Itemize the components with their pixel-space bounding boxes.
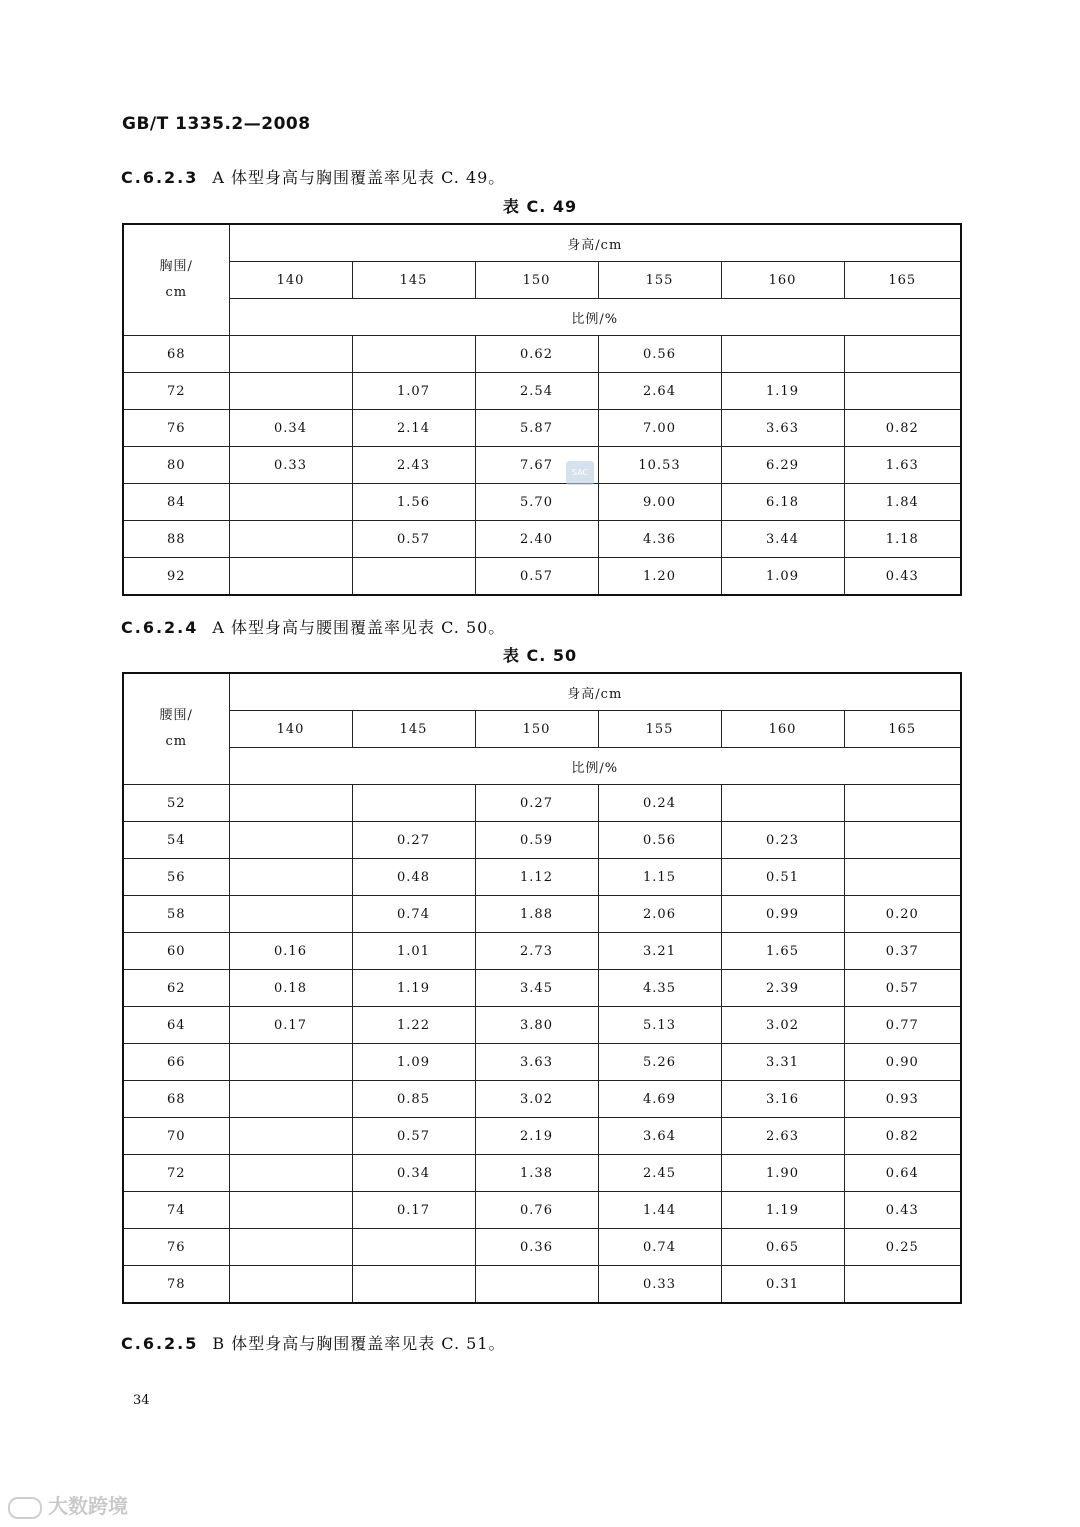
- table-cell: [229, 1044, 352, 1081]
- height-column-header: 150: [475, 262, 598, 299]
- table-row: [123, 558, 961, 596]
- table-cell: 5.70: [475, 484, 598, 521]
- table-cell: [229, 1081, 352, 1118]
- watermark-logo-icon: [8, 1497, 42, 1519]
- table-cell: 10.53: [598, 447, 721, 484]
- table-cell: [229, 1118, 352, 1155]
- table-cell: 1.09: [352, 1044, 475, 1081]
- watermark: [8, 1490, 128, 1519]
- table-cell: 2.64: [598, 373, 721, 410]
- table-cell: 2.40: [475, 521, 598, 558]
- row-label-cell: 76: [123, 1229, 229, 1266]
- table-cell: [352, 1266, 475, 1304]
- table-cell: 3.45: [475, 970, 598, 1007]
- row-label-cell: 54: [123, 822, 229, 859]
- table-cell: [352, 785, 475, 822]
- height-column-header: 165: [844, 711, 961, 748]
- row-label-cell: 60: [123, 933, 229, 970]
- table-cell: 1.12: [475, 859, 598, 896]
- table-cell: 1.07: [352, 373, 475, 410]
- row-label-cell: 68: [123, 336, 229, 373]
- table-cell: 2.39: [721, 970, 844, 1007]
- row-label-cell: 74: [123, 1192, 229, 1229]
- height-column-header: 155: [598, 262, 721, 299]
- table-cell: 1.18: [844, 521, 961, 558]
- clause-text: B 体型身高与胸围覆盖率见表 C. 51。: [212, 1334, 506, 1353]
- corner-header-cell: [123, 673, 229, 785]
- table-cell: 1.20: [598, 558, 721, 596]
- table-cell: [721, 336, 844, 373]
- table-cell: [844, 336, 961, 373]
- table-cell: 5.87: [475, 410, 598, 447]
- table-cell: 5.26: [598, 1044, 721, 1081]
- row-label-cell: 80: [123, 447, 229, 484]
- watermark-text: 大数跨境: [48, 1494, 128, 1518]
- table-cell: 1.90: [721, 1155, 844, 1192]
- table-row: [123, 336, 961, 373]
- height-column-header: 165: [844, 262, 961, 299]
- row-label-cell: 88: [123, 521, 229, 558]
- table-cell: 0.76: [475, 1192, 598, 1229]
- ratio-header-cell: 比例/%: [229, 299, 961, 336]
- table-cell: 1.15: [598, 859, 721, 896]
- table-row: [123, 896, 961, 933]
- table-c49: [122, 223, 962, 596]
- table-cell: 0.99: [721, 896, 844, 933]
- table-row: [123, 1155, 961, 1192]
- corner-unit: cm: [165, 285, 188, 300]
- row-label-cell: 92: [123, 558, 229, 596]
- table-cell: [844, 822, 961, 859]
- row-label-cell: 66: [123, 1044, 229, 1081]
- table-cell: [229, 1155, 352, 1192]
- table-cell: 4.35: [598, 970, 721, 1007]
- table-cell: [229, 558, 352, 596]
- table-cell: 1.01: [352, 933, 475, 970]
- row-label-cell: 52: [123, 785, 229, 822]
- table-cell: [229, 373, 352, 410]
- table-cell: [352, 336, 475, 373]
- table-cell: 1.44: [598, 1192, 721, 1229]
- table-cell: [229, 859, 352, 896]
- table-cell: 0.33: [229, 447, 352, 484]
- table-row: [123, 1229, 961, 1266]
- height-column-header: 150: [475, 711, 598, 748]
- table-cell: 0.36: [475, 1229, 598, 1266]
- table-cell: 3.02: [721, 1007, 844, 1044]
- table-cell: 0.74: [598, 1229, 721, 1266]
- table-cell: [844, 373, 961, 410]
- table-cell: 0.74: [352, 896, 475, 933]
- table-row: [123, 1007, 961, 1044]
- ratio-header-row: [123, 299, 961, 336]
- table-cell: 0.85: [352, 1081, 475, 1118]
- clause-number: C.6.2.3: [121, 168, 199, 187]
- height-header-cell: 身高/cm: [229, 673, 961, 711]
- row-label-cell: 70: [123, 1118, 229, 1155]
- table-cell: 0.25: [844, 1229, 961, 1266]
- row-label-cell: 68: [123, 1081, 229, 1118]
- height-column-header: 160: [721, 262, 844, 299]
- table-row: [123, 373, 961, 410]
- table-cell: 0.77: [844, 1007, 961, 1044]
- row-label-cell: 64: [123, 1007, 229, 1044]
- table-cell: [721, 785, 844, 822]
- row-label-cell: 62: [123, 970, 229, 1007]
- ratio-header-row: [123, 748, 961, 785]
- table-cell: 0.24: [598, 785, 721, 822]
- height-header-cell: 身高/cm: [229, 224, 961, 262]
- table-c50: [122, 672, 962, 1304]
- table-cell: 3.63: [475, 1044, 598, 1081]
- table-cell: [229, 1192, 352, 1229]
- table-cell: 3.64: [598, 1118, 721, 1155]
- clause-c623: [121, 165, 505, 188]
- table-cell: 0.34: [352, 1155, 475, 1192]
- clause-c625: [121, 1331, 506, 1354]
- table-cell: 2.14: [352, 410, 475, 447]
- table-cell: 0.64: [844, 1155, 961, 1192]
- table-cell: 0.51: [721, 859, 844, 896]
- table-cell: 2.63: [721, 1118, 844, 1155]
- corner-label: 胸围/: [159, 259, 193, 274]
- clause-number: C.6.2.4: [121, 618, 199, 637]
- table-cell: 3.16: [721, 1081, 844, 1118]
- table-cell: 3.63: [721, 410, 844, 447]
- ratio-header-cell: 比例/%: [229, 748, 961, 785]
- table-cell: 0.56: [598, 336, 721, 373]
- table-cell: 0.48: [352, 859, 475, 896]
- table-cell: 0.23: [721, 822, 844, 859]
- table-cell: 2.45: [598, 1155, 721, 1192]
- table-row: [123, 822, 961, 859]
- table-cell: [844, 1266, 961, 1304]
- table-cell: 0.93: [844, 1081, 961, 1118]
- table-c49-caption: 表 C. 49: [502, 197, 578, 216]
- header-row: [123, 673, 961, 711]
- table-row: [123, 1044, 961, 1081]
- table-cell: 0.57: [352, 521, 475, 558]
- table-cell: 2.06: [598, 896, 721, 933]
- table-cell: 0.82: [844, 1118, 961, 1155]
- corner-header-cell: [123, 224, 229, 336]
- height-column-header: 140: [229, 262, 352, 299]
- table-cell: 0.65: [721, 1229, 844, 1266]
- table-cell: 1.38: [475, 1155, 598, 1192]
- height-columns-row: [123, 711, 961, 748]
- row-label-cell: 58: [123, 896, 229, 933]
- table-cell: 1.19: [721, 1192, 844, 1229]
- table-cell: 0.57: [475, 558, 598, 596]
- clause-text: A 体型身高与胸围覆盖率见表 C. 49。: [212, 168, 506, 187]
- table-row: [123, 970, 961, 1007]
- header-row: [123, 224, 961, 262]
- table-cell: 0.82: [844, 410, 961, 447]
- table-row: [123, 484, 961, 521]
- row-label-cell: 56: [123, 859, 229, 896]
- table-row: [123, 1081, 961, 1118]
- table-row: [123, 1192, 961, 1229]
- table-cell: 2.43: [352, 447, 475, 484]
- table-cell: 0.59: [475, 822, 598, 859]
- table-cell: 7.67: [475, 447, 598, 484]
- row-label-cell: 84: [123, 484, 229, 521]
- table-cell: 0.16: [229, 933, 352, 970]
- watermark-stamp: SAC: [566, 461, 594, 485]
- table-cell: [844, 785, 961, 822]
- corner-unit: cm: [165, 734, 188, 749]
- table-cell: [229, 785, 352, 822]
- table-cell: 3.21: [598, 933, 721, 970]
- table-cell: 5.13: [598, 1007, 721, 1044]
- table-row: [123, 410, 961, 447]
- table-cell: 2.73: [475, 933, 598, 970]
- table-cell: 1.09: [721, 558, 844, 596]
- height-column-header: 155: [598, 711, 721, 748]
- table-cell: 0.17: [352, 1192, 475, 1229]
- table-cell: 1.84: [844, 484, 961, 521]
- table-cell: 0.43: [844, 558, 961, 596]
- table-c50-caption: 表 C. 50: [502, 646, 578, 665]
- table-cell: 3.44: [721, 521, 844, 558]
- height-column-header: 140: [229, 711, 352, 748]
- table-cell: 3.80: [475, 1007, 598, 1044]
- table-cell: 3.31: [721, 1044, 844, 1081]
- table-cell: [229, 896, 352, 933]
- height-column-header: 145: [352, 711, 475, 748]
- table-cell: [352, 1229, 475, 1266]
- table-cell: 1.22: [352, 1007, 475, 1044]
- table-row: [123, 933, 961, 970]
- table-cell: 0.37: [844, 933, 961, 970]
- table-cell: 6.18: [721, 484, 844, 521]
- clause-c624: [121, 615, 505, 638]
- table-cell: 1.19: [352, 970, 475, 1007]
- table-c50-body: [123, 673, 961, 1303]
- table-row: [123, 1118, 961, 1155]
- table-cell: 1.19: [721, 373, 844, 410]
- table-row: [123, 785, 961, 822]
- table-cell: 0.18: [229, 970, 352, 1007]
- clause-text: A 体型身高与腰围覆盖率见表 C. 50。: [212, 618, 506, 637]
- table-row: [123, 447, 961, 484]
- table-cell: 0.57: [352, 1118, 475, 1155]
- table-cell: 2.19: [475, 1118, 598, 1155]
- table-row: [123, 859, 961, 896]
- table-row: [123, 521, 961, 558]
- table-cell: 0.20: [844, 896, 961, 933]
- table-cell: 0.62: [475, 336, 598, 373]
- corner-label: 腰围/: [159, 708, 193, 723]
- table-cell: 0.27: [475, 785, 598, 822]
- table-cell: 0.33: [598, 1266, 721, 1304]
- table-cell: 0.56: [598, 822, 721, 859]
- table-cell: [475, 1266, 598, 1304]
- clause-number: C.6.2.5: [121, 1334, 199, 1353]
- table-cell: 0.57: [844, 970, 961, 1007]
- table-cell: [844, 859, 961, 896]
- table-cell: 0.34: [229, 410, 352, 447]
- height-column-header: 145: [352, 262, 475, 299]
- page-number: 34: [133, 1393, 150, 1408]
- table-cell: [352, 558, 475, 596]
- table-cell: 3.02: [475, 1081, 598, 1118]
- table-cell: [229, 822, 352, 859]
- table-cell: 6.29: [721, 447, 844, 484]
- table-cell: 9.00: [598, 484, 721, 521]
- row-label-cell: 72: [123, 373, 229, 410]
- table-cell: 4.69: [598, 1081, 721, 1118]
- table-cell: 1.88: [475, 896, 598, 933]
- table-cell: [229, 1266, 352, 1304]
- document-code: GB/T 1335.2—2008: [122, 114, 311, 134]
- row-label-cell: 78: [123, 1266, 229, 1304]
- table-cell: 2.54: [475, 373, 598, 410]
- table-cell: 7.00: [598, 410, 721, 447]
- table-cell: [229, 521, 352, 558]
- table-cell: 0.43: [844, 1192, 961, 1229]
- table-cell: 0.27: [352, 822, 475, 859]
- table-cell: [229, 1229, 352, 1266]
- table-cell: [229, 484, 352, 521]
- row-label-cell: 72: [123, 1155, 229, 1192]
- height-columns-row: [123, 262, 961, 299]
- table-cell: 1.65: [721, 933, 844, 970]
- table-cell: 1.56: [352, 484, 475, 521]
- table-cell: 4.36: [598, 521, 721, 558]
- row-label-cell: 76: [123, 410, 229, 447]
- table-cell: 0.90: [844, 1044, 961, 1081]
- table-cell: 0.17: [229, 1007, 352, 1044]
- table-cell: [229, 336, 352, 373]
- table-row: [123, 1266, 961, 1304]
- table-cell: 1.63: [844, 447, 961, 484]
- table-cell: 0.31: [721, 1266, 844, 1304]
- height-column-header: 160: [721, 711, 844, 748]
- table-c49-body: [123, 224, 961, 595]
